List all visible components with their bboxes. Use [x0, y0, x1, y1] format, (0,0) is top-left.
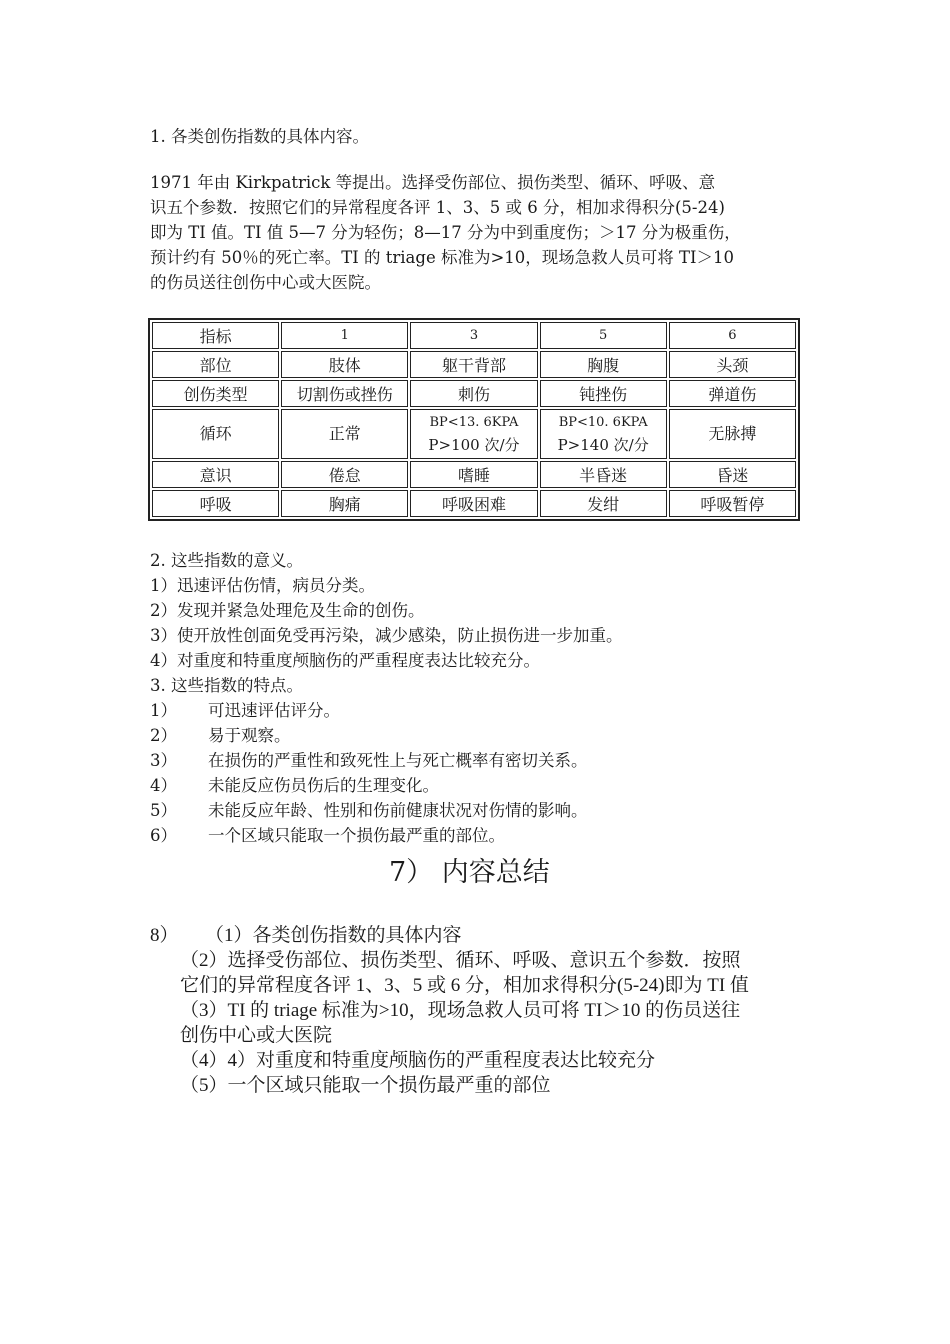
table-cell: 正常 — [281, 409, 408, 459]
list-item: 2）发现并紧急处理危及生命的创伤。 — [150, 601, 425, 620]
intro-line: 预计约有 50％的死亡率。TI 的 triage 标准为>10，现场急救人员可将 TI＞10 — [150, 248, 735, 267]
header-cell: 1 — [281, 322, 408, 349]
intro-line: 的伤员送往创伤中心或大医院。 — [150, 273, 381, 292]
list-text: 易于观察。 — [208, 726, 291, 745]
table-cell: 肢体 — [281, 351, 408, 378]
list-item: 3）使开放性创面免受再污染，减少感染，防止损伤进一步加重。 — [150, 626, 623, 645]
bp-value: BP<10. 6KPA — [558, 415, 648, 430]
pulse-value: P>140 次/分 — [557, 436, 649, 454]
list-item — [150, 748, 588, 774]
table-row — [152, 351, 796, 378]
list-text: 未能反应伤员伤后的生理变化。 — [208, 776, 439, 795]
table-row — [152, 490, 796, 517]
table-row — [152, 461, 796, 488]
table-cell: 昏迷 — [669, 461, 796, 488]
summary-line: （1）各类创伤指数的具体内容 — [205, 925, 462, 946]
intro-paragraph — [150, 170, 810, 295]
list-item — [150, 798, 588, 824]
table-cell: 倦怠 — [281, 461, 408, 488]
list-number: 1） — [150, 701, 177, 720]
list-text: 可迅速评估评分。 — [208, 701, 340, 720]
summary-line: （4）4）对重度和特重度颅脑伤的严重程度表达比较充分 — [180, 1050, 656, 1071]
table-cell: 意识 — [152, 461, 279, 488]
table-cell: 呼吸 — [152, 490, 279, 517]
summary-line: （2）选择受伤部位、损伤类型、循环、呼吸、意识五个参数．按照 — [180, 950, 741, 971]
section-2-heading: 2. 这些指数的意义。 — [150, 551, 303, 570]
table-row — [152, 380, 796, 407]
table-cell: 躯干背部 — [410, 351, 537, 378]
list-number: 6） — [150, 826, 177, 845]
list-item — [150, 723, 291, 749]
list-number: 5） — [150, 801, 177, 820]
table-cell: 弹道伤 — [669, 380, 796, 407]
list-item: 4）对重度和特重度颅脑伤的严重程度表达比较充分。 — [150, 651, 540, 670]
intro-line: 即为 TI 值。TI 值 5—7 分为轻伤；8—17 分为中到重度伤；＞17 分为极重伤， — [150, 223, 741, 242]
table-cell: 无脉搏 — [669, 409, 796, 459]
table-cell — [410, 409, 537, 459]
header-cell: 6 — [669, 322, 796, 349]
summary-title: 7） 内容总结 — [389, 857, 550, 888]
table-cell: 刺伤 — [410, 380, 537, 407]
table-cell — [540, 409, 667, 459]
table-header-row — [152, 322, 796, 349]
table-cell: 胸痛 — [281, 490, 408, 517]
intro-line: 1971 年由 Kirkpatrick 等提出。选择受伤部位、损伤类型、循环、呼吸、意 — [150, 173, 716, 192]
table-cell: 创伤类型 — [152, 380, 279, 407]
header-cell: 5 — [540, 322, 667, 349]
table-cell: 循环 — [152, 409, 279, 459]
header-cell: 3 — [410, 322, 537, 349]
table-row — [152, 409, 796, 459]
table-cell: 半昏迷 — [540, 461, 667, 488]
table-cell: 头颈 — [669, 351, 796, 378]
table-cell: 呼吸困难 — [410, 490, 537, 517]
intro-line: 识五个参数．按照它们的异常程度各评 1、3、5 或 6 分，相加求得积分(5-24) — [150, 198, 725, 217]
list-text: 一个区域只能取一个损伤最严重的部位。 — [208, 826, 505, 845]
list-text: 未能反应年龄、性别和伤前健康状况对伤情的影响。 — [208, 801, 588, 820]
table-cell: 切割伤或挫伤 — [281, 380, 408, 407]
pulse-value: P>100 次/分 — [428, 436, 520, 454]
summary-line: 创伤中心或大医院 — [180, 1025, 333, 1046]
list-item: 1）迅速评估伤情，病员分类。 — [150, 576, 375, 595]
table-cell: 呼吸暂停 — [669, 490, 796, 517]
table-cell: 部位 — [152, 351, 279, 378]
table-cell: 嗜睡 — [410, 461, 537, 488]
table-cell: 钝挫伤 — [540, 380, 667, 407]
bp-value: BP<13. 6KPA — [429, 415, 519, 430]
header-cell: 指标 — [152, 322, 279, 349]
list-number: 4） — [150, 776, 177, 795]
table-cell: 发绀 — [540, 490, 667, 517]
summary-number: 8） — [150, 925, 179, 946]
section-1-heading: 1. 各类创伤指数的具体内容。 — [150, 127, 369, 146]
section-3-heading: 3. 这些指数的特点。 — [150, 676, 303, 695]
summary-line: （3）TI 的 triage 标准为>10，现场急救人员可将 TI＞10 的伤员送往 — [180, 1000, 741, 1021]
summary-line: 它们的异常程度各评 1、3、5 或 6 分，相加求得积分(5-24)即为 TI 值 — [180, 975, 749, 996]
summary-line: （5）一个区域只能取一个损伤最严重的部位 — [180, 1075, 551, 1096]
list-item — [150, 823, 505, 849]
list-item — [150, 698, 340, 724]
list-number: 3） — [150, 751, 177, 770]
table-cell: 胸腹 — [540, 351, 667, 378]
list-item — [150, 773, 439, 799]
trauma-index-table — [148, 318, 800, 521]
list-number: 2） — [150, 726, 177, 745]
list-text: 在损伤的严重性和致死性上与死亡概率有密切关系。 — [208, 751, 588, 770]
